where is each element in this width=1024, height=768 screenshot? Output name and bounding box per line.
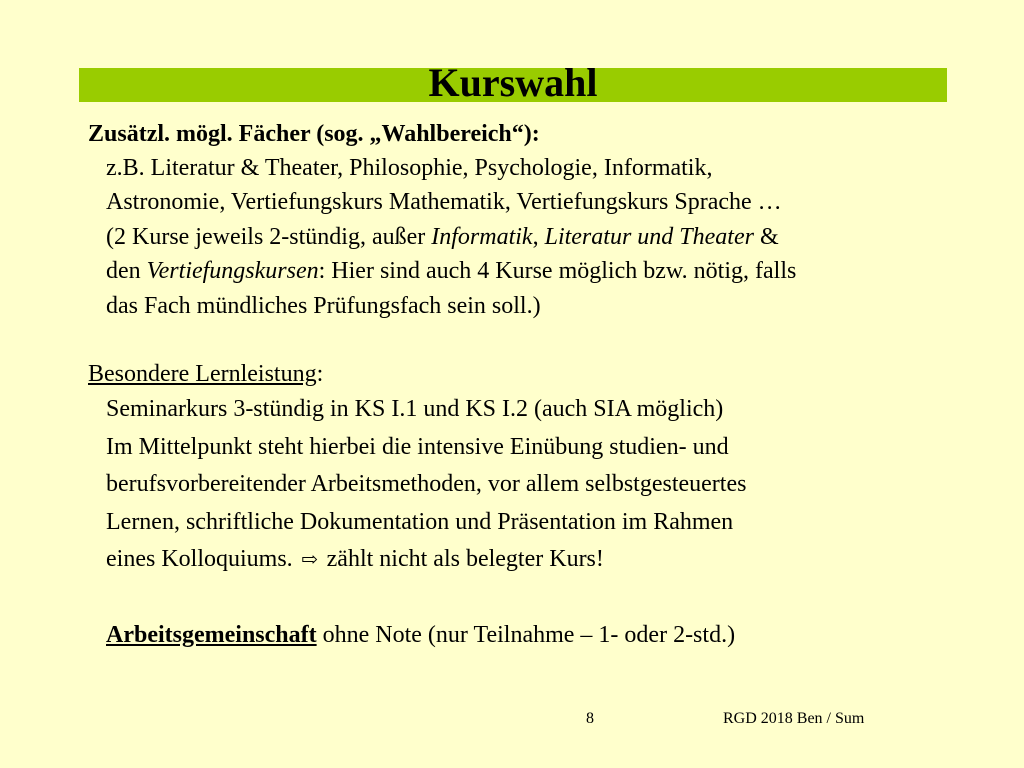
- informatik-italic: Informatik: [431, 224, 533, 250]
- lernleistung-heading: Besondere Lernleistung: [88, 361, 317, 387]
- wahlbereich-line-3-end: &: [753, 224, 779, 250]
- wahlbereich-line-4-start: den: [106, 258, 147, 284]
- ag-line: [106, 621, 735, 649]
- wahlbereich-heading: Zusätzl. mögl. Fächer (sog. „Wahlbereich“):: [88, 121, 540, 147]
- page-number: 8: [586, 710, 594, 727]
- wahlbereich-line-3-sep: ,: [532, 224, 545, 250]
- vertiefungskursen-italic: Vertiefungskursen: [146, 258, 319, 284]
- slide-title: Kurswahl: [428, 60, 598, 105]
- ag-text: ohne Note (nur Teilnahme – 1- oder 2-std.): [316, 622, 736, 648]
- wahlbereich-line-1: z.B. Literatur & Theater, Philosophie, Psychologie, Informatik,: [106, 155, 713, 181]
- wahlbereich-line-4-end: : Hier sind auch 4 Kurse möglich bzw. nötig, falls: [318, 258, 797, 284]
- title-bar: [79, 60, 947, 105]
- lernleistung-line-3: berufsvorbereitender Arbeitsmethoden, vor allem selbstgesteuertes: [106, 471, 747, 497]
- lernleistung-line-5: [106, 545, 604, 574]
- wahlbereich-line-3-text: (2 Kurse jeweils 2-stündig, außer: [106, 224, 432, 250]
- arrow-right-icon: ⇨: [301, 549, 319, 571]
- wahlbereich-line-4: [106, 257, 796, 285]
- lernleistung-line-5-start: eines Kolloquiums.: [106, 546, 299, 572]
- lernleistung-line-2: Im Mittelpunkt steht hierbei die intensive Einübung studien- und: [106, 434, 729, 460]
- lernleistung-colon: :: [316, 361, 324, 387]
- lernleistung-line-4: Lernen, schriftliche Dokumentation und Präsentation im Rahmen: [106, 509, 734, 535]
- lernleistung-heading-line: [88, 360, 323, 388]
- wahlbereich-line-3: [106, 223, 779, 251]
- footer-source: RGD 2018 Ben / Sum: [723, 710, 865, 727]
- wahlbereich-line-2: Astronomie, Vertiefungskurs Mathematik, Vertiefungskurs Sprache …: [106, 189, 782, 215]
- literatur-theater-italic: Literatur und Theater: [544, 224, 754, 250]
- wahlbereich-line-5: das Fach mündliches Prüfungsfach sein soll.): [106, 293, 541, 319]
- lernleistung-line-1: Seminarkurs 3-stündig in KS I.1 und KS I.2 (auch SIA möglich): [106, 396, 724, 422]
- lernleistung-line-5-end: zählt nicht als belegter Kurs!: [320, 546, 604, 572]
- ag-heading: Arbeitsgemeinschaft: [106, 622, 317, 648]
